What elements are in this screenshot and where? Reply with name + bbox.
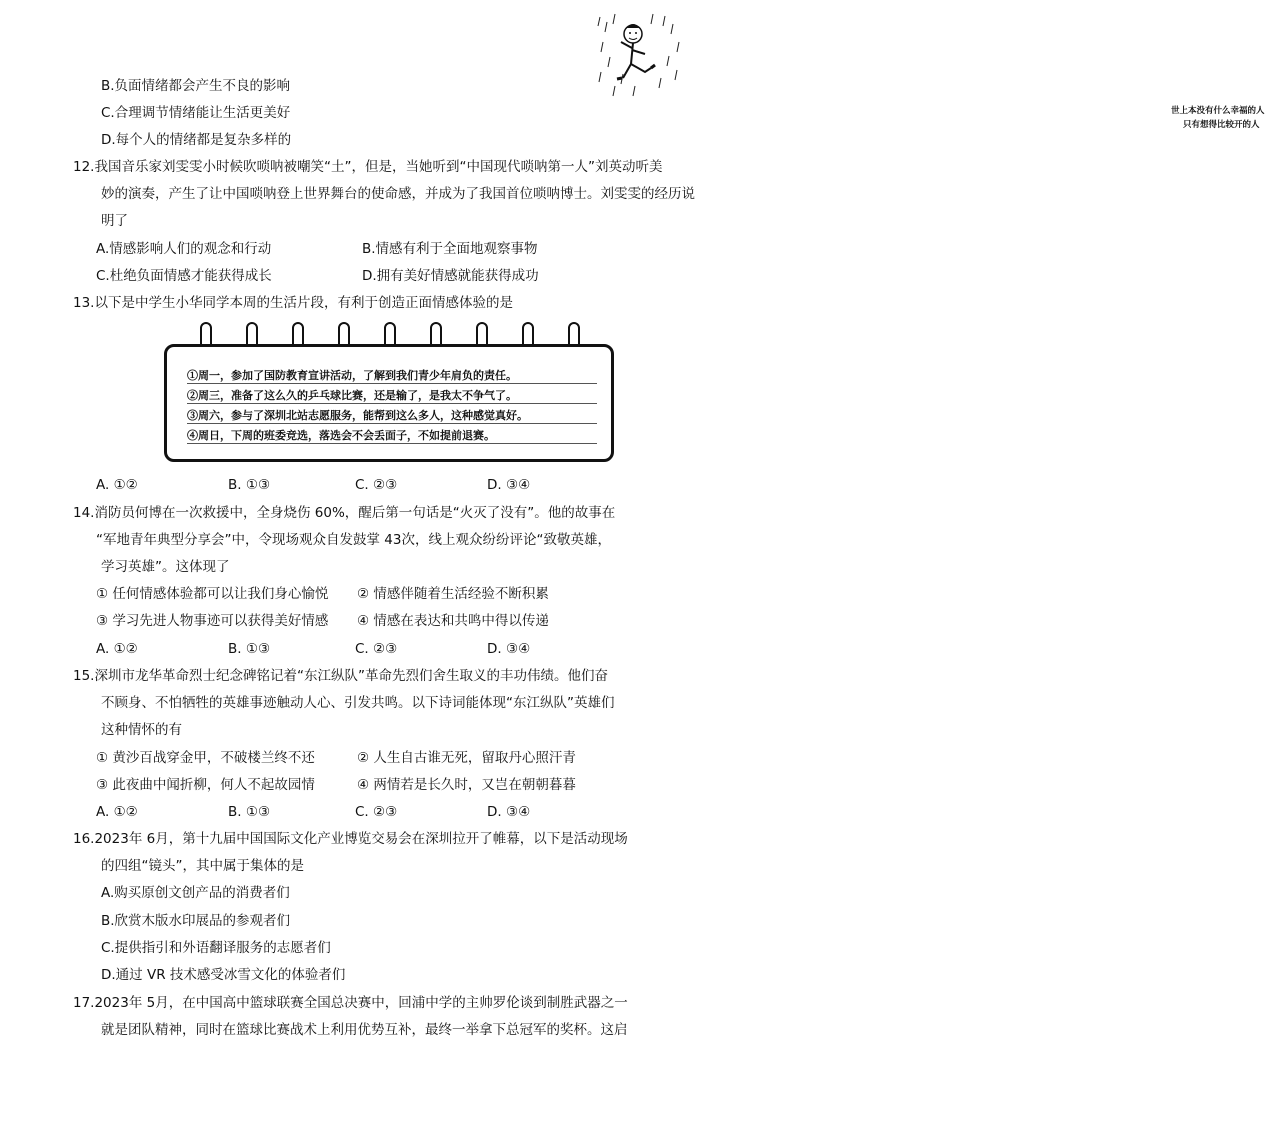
q15-stem-line1: 15.深圳市龙华革命烈士纪念碑铭记着“东江纵队”革命先烈们舍生取义的丰功伟绩。他们奋 <box>73 668 608 684</box>
diary-rule <box>187 443 597 444</box>
diary-entry-1: ①周一，参加了国防教育宣讲活动，了解到我们青少年肩负的责任。 <box>187 369 517 382</box>
diary-entry-3: ③周六，参与了深圳北站志愿服务，能帮到这么多人，这种感觉真好。 <box>187 409 528 422</box>
q12-stem-line3: 明了 <box>101 213 128 229</box>
q14-option-a: A. ①② <box>96 641 138 657</box>
diary-notebook <box>160 322 616 462</box>
diary-entry-2: ②周三，准备了这么久的乒乓球比赛，还是输了，是我太不争气了。 <box>187 389 517 402</box>
q15-option-a: A. ①② <box>96 804 138 820</box>
q13-stem: 13.以下是中学生小华同学本周的生活片段，有利于创造正面情感体验的是 <box>73 295 513 311</box>
q12-option-a: A.情感影响人们的观念和行动 <box>96 241 272 257</box>
q14-stem-line1: 14.消防员何博在一次救援中，全身烧伤 60%，醒后第一句话是“火灭了没有”。他的故事在 <box>73 505 616 521</box>
q12-option-d: D.拥有美好情感就能获得成功 <box>362 268 539 284</box>
q15-stem-line2: 不顾身、不怕牺牲的英雄事迹触动人心、引发共鸣。以下诗词能体现“东江纵队”英雄们 <box>101 695 615 711</box>
q14-stem-line2: “军地青年典型分享会”中，令现场观众自发鼓掌 43次，线上观众纷纷评论“致敬英雄， <box>96 532 611 548</box>
diary-rule <box>187 423 597 424</box>
q12-option-c: C.杜绝负面情感才能获得成长 <box>96 268 272 284</box>
q14-option-d: D. ③④ <box>487 641 531 657</box>
q12-option-b: B.情感有利于全面地观察事物 <box>362 241 538 257</box>
q17-stem-line2: 就是团队精神，同时在篮球比赛战术上利用优势互补，最终一举拿下总冠军的奖杯。这启 <box>101 1022 628 1038</box>
q11-option-c: C.合理调节情绪能让生活更美好 <box>101 105 291 121</box>
q16-option-b: B.欣赏木版水印展品的参观者们 <box>101 913 291 929</box>
q15-statement-4: ④ 两情若是长久时，又岂在朝朝暮暮 <box>357 777 576 793</box>
diary-rule <box>187 383 597 384</box>
q14-statement-2: ② 情感伴随着生活经验不断积累 <box>357 586 549 602</box>
q17-stem-line1: 17.2023年 5月，在中国高中篮球联赛全国总决赛中，回浦中学的主帅罗伦谈到制胜武器之一 <box>73 995 628 1011</box>
q13-option-d: D. ③④ <box>487 477 531 493</box>
q14-stem-line3: 学习英雄”。这体现了 <box>101 559 230 575</box>
diary-rule <box>187 403 597 404</box>
diary-entry-4: ④周日，下周的班委竞选，落选会不会丢面子，不如提前退赛。 <box>187 429 495 442</box>
q16-stem-line1: 16.2023年 6月，第十九届中国国际文化产业博览交易会在深圳拉开了帷幕，以下是活动现场 <box>73 831 628 847</box>
q13-option-c: C. ②③ <box>355 477 398 493</box>
cartoon-caption-1: 世上本没有什么幸福的人 <box>1171 106 1265 116</box>
rain-man-drawing <box>595 12 685 100</box>
q13-option-a: A. ①② <box>96 477 138 493</box>
q13-option-b: B. ①③ <box>228 477 271 493</box>
cartoon-caption-2: 只有想得比较开的人 <box>1183 120 1260 130</box>
q15-option-d: D. ③④ <box>487 804 531 820</box>
q14-statement-3: ③ 学习先进人物事迹可以获得美好情感 <box>96 613 329 629</box>
q12-stem-line2: 妙的演奏，产生了让中国唢呐登上世界舞台的使命感，并成为了我国首位唢呐博士。刘雯雯的经历说 <box>101 186 695 202</box>
q15-statement-3: ③ 此夜曲中闻折柳，何人不起故园情 <box>96 777 315 793</box>
q15-statement-1: ① 黄沙百战穿金甲，不破楼兰终不还 <box>96 750 315 766</box>
q15-stem-line3: 这种情怀的有 <box>101 722 182 738</box>
q14-option-b: B. ①③ <box>228 641 271 657</box>
q14-statement-4: ④ 情感在表达和共鸣中得以传递 <box>357 613 549 629</box>
q16-stem-line2: 的四组“镜头”，其中属于集体的是 <box>101 858 304 874</box>
q12-stem-line1: 12.我国音乐家刘雯雯小时候吹唢呐被嘲笑“土”，但是，当她听到“中国现代唢呐第一人”刘英动听美 <box>73 159 663 175</box>
q16-option-d: D.通过 VR 技术感受冰雪文化的体验者们 <box>101 967 346 983</box>
q15-statement-2: ② 人生自古谁无死，留取丹心照汗青 <box>357 750 576 766</box>
q14-option-c: C. ②③ <box>355 641 398 657</box>
q16-option-c: C.提供指引和外语翻译服务的志愿者们 <box>101 940 331 956</box>
q15-option-b: B. ①③ <box>228 804 271 820</box>
q11-option-d: D.每个人的情绪都是复杂多样的 <box>101 132 292 148</box>
q14-statement-1: ① 任何情感体验都可以让我们身心愉悦 <box>96 586 329 602</box>
q16-option-a: A.购买原创文创产品的消费者们 <box>101 885 290 901</box>
diary-page <box>164 344 614 462</box>
cartoon-illustration <box>583 12 1265 130</box>
q15-option-c: C. ②③ <box>355 804 398 820</box>
q11-option-b: B.负面情绪都会产生不良的影响 <box>101 78 291 94</box>
